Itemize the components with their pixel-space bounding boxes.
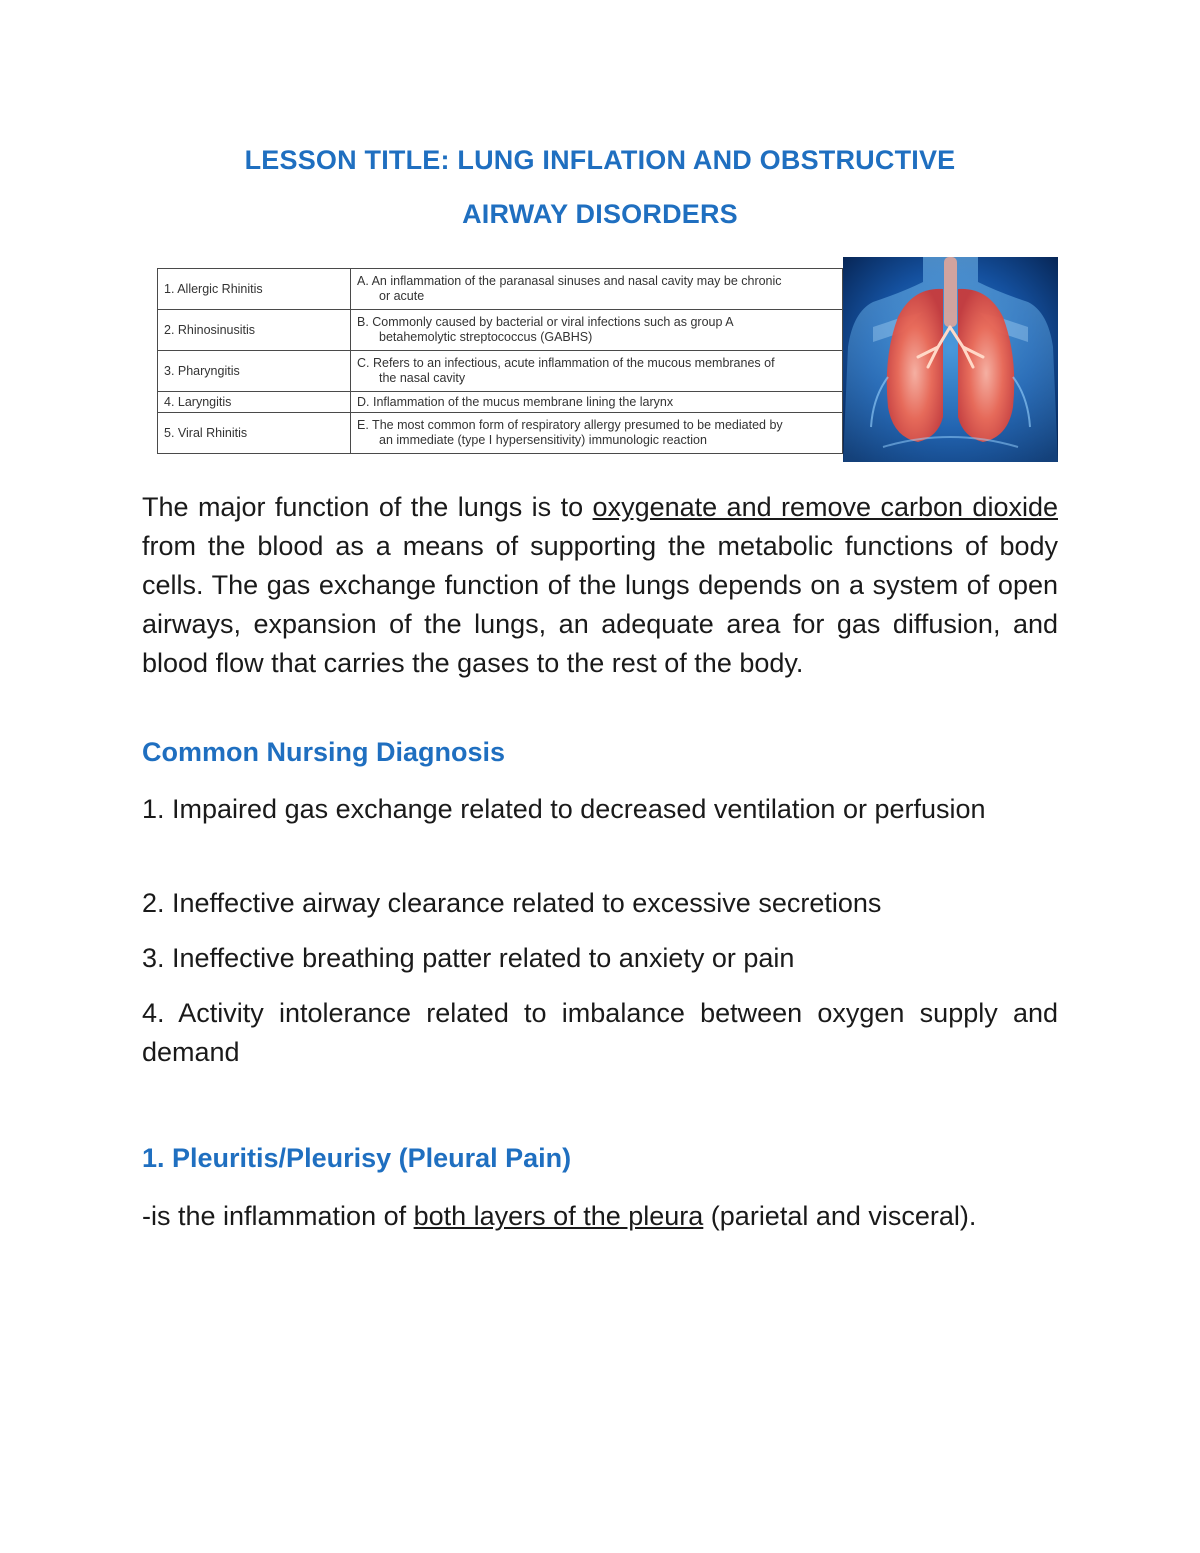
pleuritis-definition bbox=[142, 1197, 1058, 1236]
table-definition bbox=[351, 413, 843, 454]
intro-paragraph bbox=[142, 488, 1058, 683]
table-definition bbox=[351, 269, 843, 310]
table-definition bbox=[351, 351, 843, 392]
table-term: 2. Rhinosinusitis bbox=[158, 310, 351, 351]
definition-lead: A. An inflammation of the paranasal sinuses and nasal cavity may be chronic bbox=[357, 274, 782, 288]
pleuritis-underlined-text: both layers of the pleura bbox=[413, 1201, 704, 1231]
definition-continuation: an immediate (type I hypersensitivity) immunologic reaction bbox=[379, 433, 707, 447]
table-row bbox=[158, 392, 843, 413]
intro-text-start: The major function of the lungs is to bbox=[142, 492, 593, 522]
intro-text-rest: from the blood as a means of supporting the metabolic functions of body cells. The gas exchange function of the lungs depends on a system of open airways, expansion of the lungs, an adequate area for gas diffusion, and blood flow that carries the gases to the rest of the body. bbox=[142, 531, 1058, 678]
definition-continuation: the nasal cavity bbox=[379, 371, 466, 385]
table-row bbox=[158, 310, 843, 351]
definition-lead: E. The most common form of respiratory allergy presumed to be mediated by bbox=[357, 418, 783, 432]
table-term: 5. Viral Rhinitis bbox=[158, 413, 351, 454]
pleuritis-text-start: -is the inflammation of bbox=[142, 1201, 414, 1231]
list-item: 1. Impaired gas exchange related to decreased ventilation or perfusion bbox=[142, 794, 986, 824]
table-row bbox=[158, 269, 843, 310]
pleuritis-heading: 1. Pleuritis/Pleurisy (Pleural Pain) bbox=[142, 1143, 572, 1173]
table-row bbox=[158, 351, 843, 392]
table-row bbox=[158, 413, 843, 454]
list-item: 3. Ineffective breathing patter related to anxiety or pain bbox=[142, 943, 795, 973]
definition-continuation: betahemolytic streptococcus (GABHS) bbox=[379, 330, 593, 344]
table-term: 1. Allergic Rhinitis bbox=[158, 269, 351, 310]
list-item: 4. Activity intolerance related to imbalance between oxygen supply and demand bbox=[142, 998, 1058, 1067]
list-item: 2. Ineffective airway clearance related to excessive secretions bbox=[142, 888, 882, 918]
lung-anatomy-image bbox=[843, 257, 1058, 462]
definition-lead: B. Commonly caused by bacterial or viral infections such as group A bbox=[357, 315, 734, 329]
lesson-title-line-2: AIRWAY DISORDERS bbox=[462, 199, 738, 229]
intro-underlined-text: oxygenate and remove carbon dioxide bbox=[592, 492, 1058, 522]
definition-continuation: or acute bbox=[379, 289, 425, 303]
definition-lead: C. Refers to an infectious, acute inflammation of the mucous membranes of bbox=[357, 356, 775, 370]
table-term: 3. Pharyngitis bbox=[158, 351, 351, 392]
matching-table bbox=[157, 268, 843, 454]
nursing-diagnosis-heading: Common Nursing Diagnosis bbox=[142, 737, 506, 767]
table-definition bbox=[351, 310, 843, 351]
table-term: 4. Laryngitis bbox=[158, 392, 351, 413]
definition-lead: D. Inflammation of the mucus membrane lining the larynx bbox=[357, 394, 674, 409]
table-definition bbox=[351, 392, 843, 413]
lesson-title-line-1: LESSON TITLE: LUNG INFLATION AND OBSTRUCTIVE bbox=[244, 145, 956, 175]
pleuritis-text-rest: (parietal and visceral). bbox=[703, 1201, 977, 1231]
